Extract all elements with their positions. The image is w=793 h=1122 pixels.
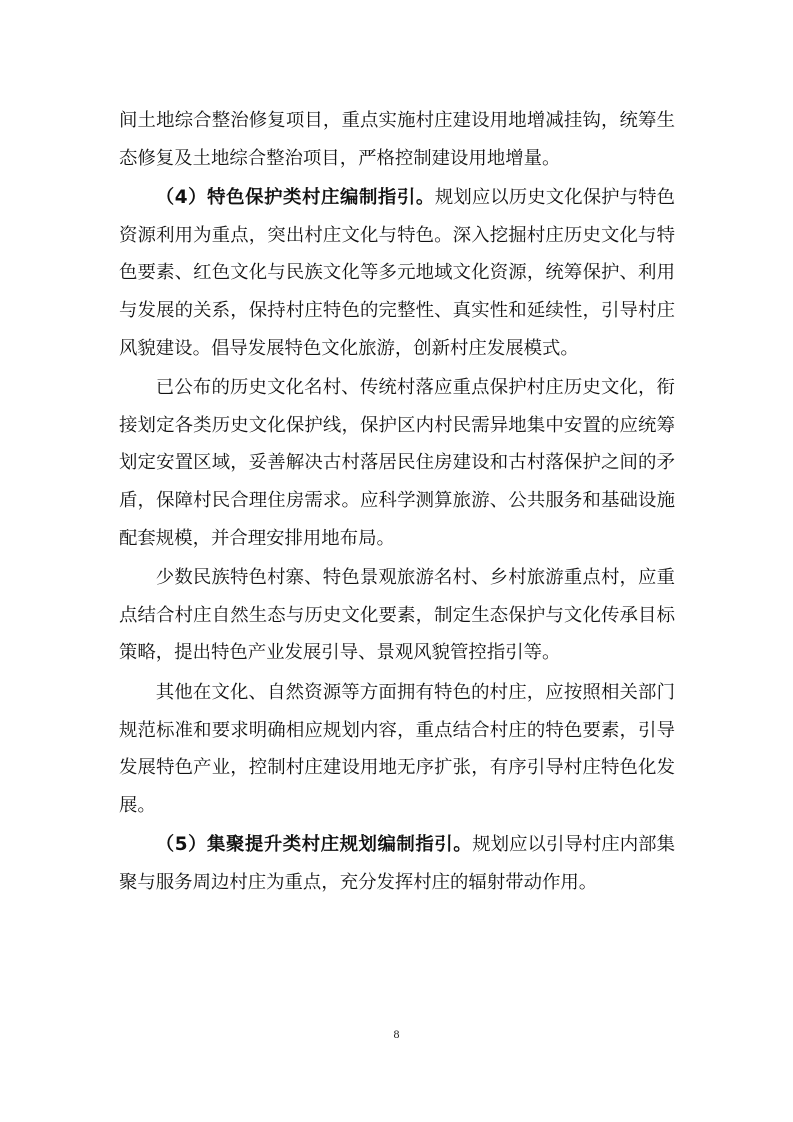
paragraph-6 [119,826,675,901]
paragraph-2 [119,179,675,367]
paragraph-5 [119,674,675,824]
paragraph-4 [119,559,675,672]
paragraph-2-text: 规划应以历史文化保护与特色资源利用为重点，突出村庄文化与特色。深入挖掘村庄历史文化与特色要素、红色文化与民族文化等多元地域文化资源，统筹保护、利用与发展的关系，保持村庄特色的完整性、真实性和延续性，引导村庄风貌建设。倡导发展特色文化旅游，创新村庄发展模式。 [119,187,675,359]
body-text [119,102,675,901]
paragraph-4-text: 少数民族特色村寨、特色景观旅游名村、乡村旅游重点村，应重点结合村庄自然生态与历史文化要素，制定生态保护与文化传承目标策略，提出特色产业发展引导、景观风貌管控指引等。 [119,567,675,664]
page-number: 8 [393,1027,400,1041]
paragraph-1 [119,102,675,177]
section-heading-4: （4）特色保护类村庄编制指引。 [155,187,435,209]
paragraph-5-text: 其他在文化、自然资源等方面拥有特色的村庄，应按照相关部门规范标准和要求明确相应规划内容，重点结合村庄的特色要素，引导发展特色产业，控制村庄建设用地无序扩张，有序引导村庄特色化发展。 [119,681,675,816]
paragraph-1-text: 间土地综合整治修复项目，重点实施村庄建设用地增减挂钩，统筹生态修复及土地综合整治项目，严格控制建设用地增量。 [119,110,675,169]
paragraph-3-text: 已公布的历史文化名村、传统村落应重点保护村庄历史文化，衔接划定各类历史文化保护线，保护区内村民需异地集中安置的应统筹划定安置区域，妥善解决古村落居民住房建设和古村落保护之间的矛盾，保障村民合理住房需求。应科学测算旅游、公共服务和基础设施配套规模，并合理安排用地布局。 [119,377,675,549]
section-heading-5: （5）集聚提升类村庄规划编制指引。 [155,834,473,856]
paragraph-3 [119,369,675,557]
paragraph-6-text: 规划应以引导村庄内部集聚与服务周边村庄为重点，充分发挥村庄的辐射带动作用。 [119,834,675,893]
